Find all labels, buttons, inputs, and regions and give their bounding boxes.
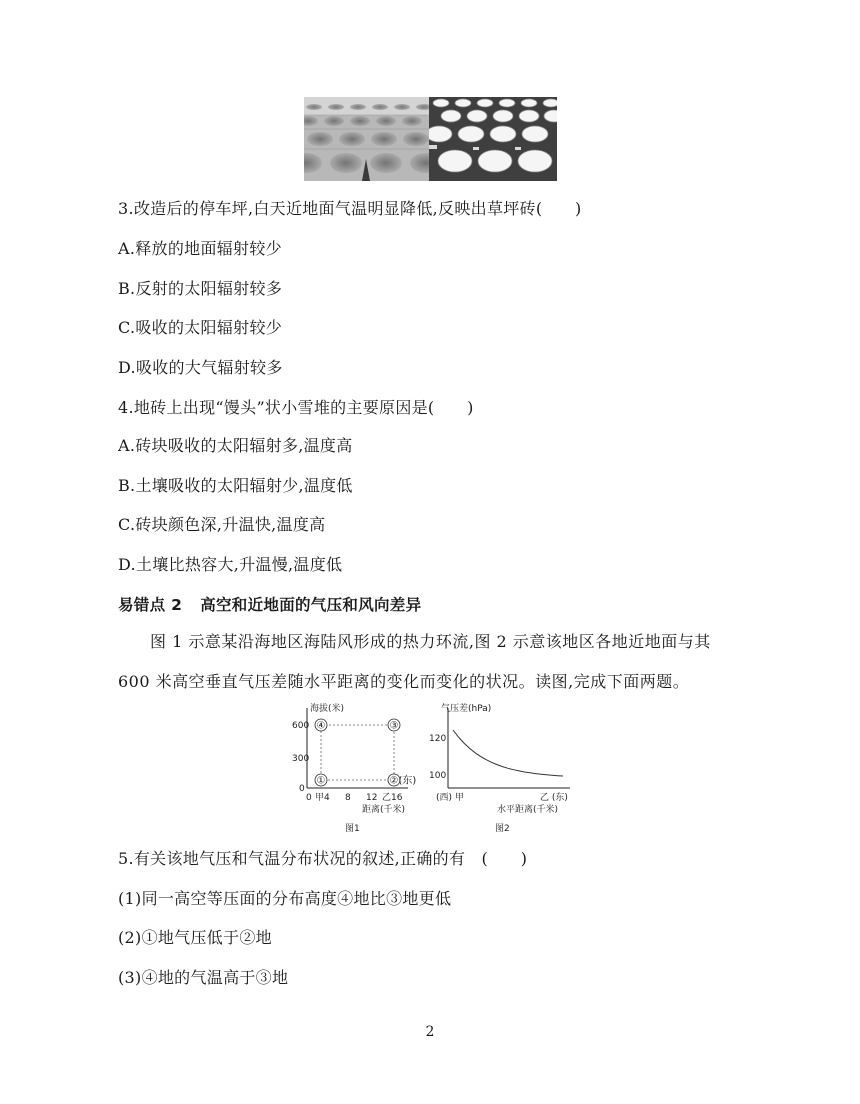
question-5-item-1: (1)同一高空等压面的分布高度④地比③地更低 <box>118 889 452 908</box>
figure-2-ytick-120: 120 <box>429 734 447 744</box>
question-3-option-d: D.吸收的大气辐射较多 <box>118 358 283 377</box>
figure-2-left-label: (西) 甲 <box>436 793 464 803</box>
figure-1-caption: 图1 <box>345 824 360 834</box>
question-5-stem: 5.有关该地气压和气温分布状况的叙述,正确的有 ( ) <box>118 849 528 868</box>
figure-1-xlabel: 距离(千米) <box>362 805 406 815</box>
figure-1-xtick-8: 8 <box>345 793 351 803</box>
question-4-option-c: C.砖块颜色深,升温快,温度高 <box>118 515 326 534</box>
figure-1-ytick-0: 0 <box>299 784 305 794</box>
figure-1-ytick-600: 600 <box>292 721 310 731</box>
page-number: 2 <box>425 1024 435 1040</box>
figure-2-ylabel: 气压差(hPa) <box>441 704 492 714</box>
question-3-option-b: B.反射的太阳辐射较多 <box>118 279 283 298</box>
question-4-stem: 4.地砖上出现“馒头”状小雪堆的主要原因是( ) <box>118 398 474 417</box>
photo-strip <box>304 97 557 181</box>
figure-2-ytick-100: 100 <box>429 771 447 781</box>
question-4-option-b: B.土壤吸收的太阳辐射少,温度低 <box>118 476 353 495</box>
section-label: 易错点 2 <box>118 596 183 614</box>
question-4-option-a: A.砖块吸收的太阳辐射多,温度高 <box>118 436 353 455</box>
figure-1-xtick-12: 12 <box>366 793 378 803</box>
figure-1-xtick-0: 0 <box>306 793 312 803</box>
figure-1 <box>292 702 416 834</box>
question-5-item-2: (2)①地气压低于②地 <box>118 928 272 947</box>
question-3-stem: 3.改造后的停车坪,白天近地面气温明显降低,反映出草坪砖( ) <box>118 199 582 218</box>
question-5-item-3: (3)④地的气温高于③地 <box>118 968 289 987</box>
figure-1-point-2: ②(东) <box>389 775 417 787</box>
figure-1-xtick-4: 甲4 <box>315 793 330 803</box>
figures <box>290 700 590 840</box>
figure-1-point-4: ④ <box>316 720 326 732</box>
figure-1-circulation-loop <box>321 725 394 780</box>
grass-brick-photo <box>304 97 429 181</box>
figure-2-xlabel: 水平距离(千米) <box>497 805 559 815</box>
figure-1-ylabel: 海拔(米) <box>310 704 345 714</box>
figure-2-right-label: 乙 (东) <box>540 793 568 803</box>
intro-paragraph: 图 1 示意某沿海地区海陆风形成的热力环流,图 2 示意该地区各地近地面与其 600 米高空垂直气压差随水平距离的变化而变化的状况。读图,完成下面两题。 <box>118 632 711 691</box>
question-3-option-c: C.吸收的太阳辐射较少 <box>118 318 283 337</box>
figure-1-point-3: ③ <box>389 720 399 732</box>
snow-mound-photo <box>429 97 557 181</box>
figure-1-point-1: ① <box>316 775 326 787</box>
question-4-option-d: D.土壤比热容大,升温慢,温度低 <box>118 555 343 574</box>
section-heading <box>118 595 421 615</box>
figure-1-xtick-16: 乙16 <box>382 793 403 803</box>
figure-2-caption: 图2 <box>495 824 510 834</box>
section-title: 高空和近地面的气压和风向差异 <box>200 596 422 614</box>
question-3-option-a: A.释放的地面辐射较少 <box>118 239 282 258</box>
figure-2 <box>429 702 570 834</box>
figure-2-pressure-curve <box>453 730 563 776</box>
figure-1-ytick-300: 300 <box>292 754 310 764</box>
